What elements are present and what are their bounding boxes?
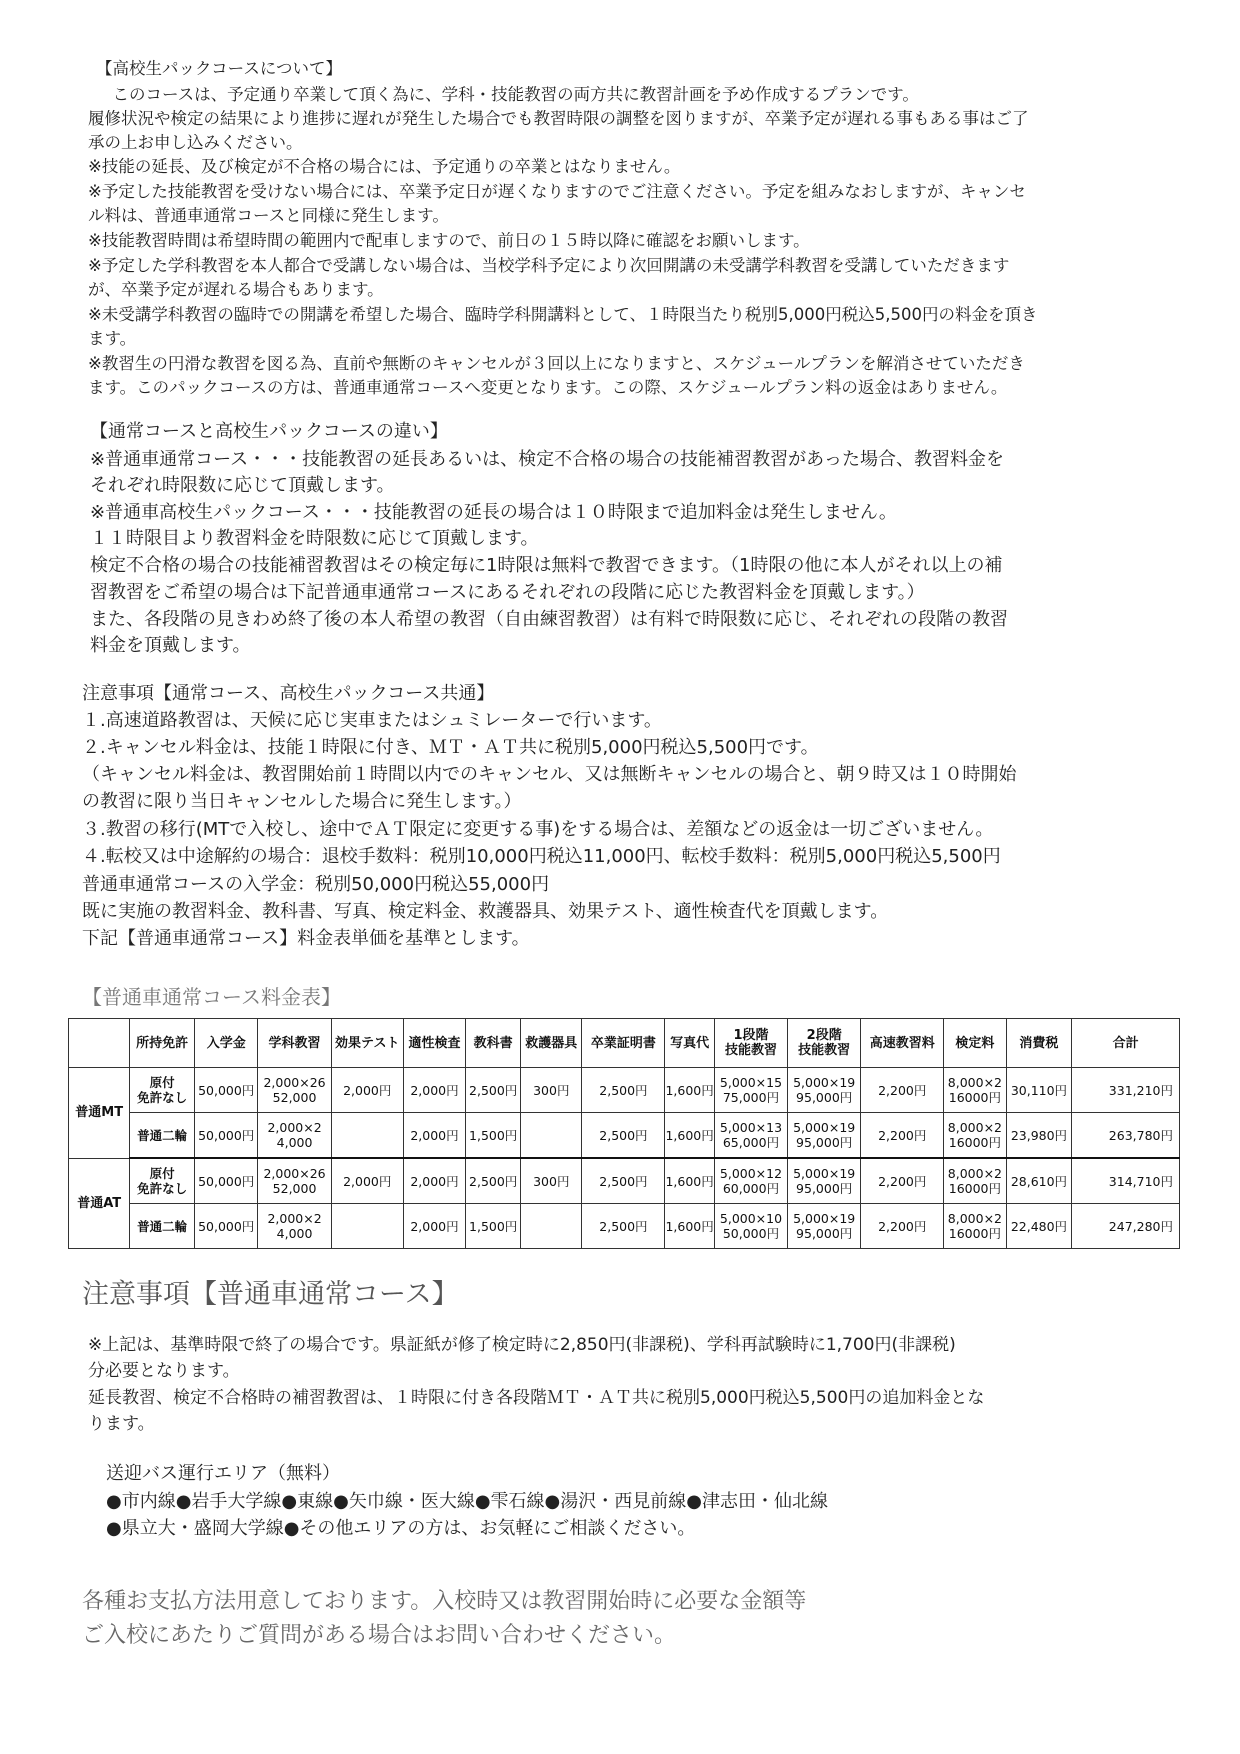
photo-cell: 1,600円 [665,1068,715,1113]
pack-line: ※予定した学科教習を本人都合で受講しない場合は、当校学科予定により次回開講の未受講学科教習を受講していただきます [88,256,1010,275]
stage2-cell: 5,000×19 95,000円 [788,1068,861,1113]
header-total: 合計 [1072,1019,1180,1068]
first-aid-cell [521,1113,582,1159]
aptitude-cell: 2,000円 [403,1068,465,1113]
effect-test-cell: 2,000円 [331,1158,403,1204]
license-cell: 原付 免許なし [130,1068,195,1113]
header-certificate: 卒業証明書 [582,1019,665,1068]
total-cell: 331,210円 [1072,1068,1180,1113]
normal-note-line: 分必要となります。 [88,1361,240,1381]
lecture-cell: 2,000×26 52,000 [258,1068,331,1113]
common-note-line: 普通車通常コースの入学金：税別50,000円税込55,000円 [82,874,550,895]
effect-test-cell [331,1204,403,1249]
effect-test-cell [331,1113,403,1159]
total-cell: 314,710円 [1072,1158,1180,1204]
fee-table-header-row [69,1019,1180,1068]
common-note-line: １.高速道路教習は、天候に応じ実車またはシュミレーターで行います。 [82,710,662,731]
certificate-cell: 2,500円 [582,1158,665,1204]
enrollment-cell: 50,000円 [194,1113,258,1159]
common-note-line: 既に実施の教習料金、教科書、写真、検定料金、救護器具、効果テスト、適性検査代を頂戴します。 [82,901,889,922]
header-tax: 消費税 [1006,1019,1072,1068]
bus-route-line: ●市内線●岩手大学線●東線●矢巾線・医大線●雫石線●湯沢・西見前線●津志田・仙北線 [106,1491,828,1512]
textbook-cell: 2,500円 [466,1068,521,1113]
common-note-line: ２.キャンセル料金は、技能１時限に付き、ＭＴ・ＡＴ共に税別5,000円税込5,500円です。 [82,737,819,758]
pack-line: 履修状況や検定の結果により進捗に遅れが発生した場合でも教習時限の調整を図りますが、卒業予定が遅れる事もある事はご了 [88,109,1029,128]
header-effect-test: 効果テスト [331,1019,403,1068]
total-cell: 263,780円 [1072,1113,1180,1159]
aptitude-cell: 2,000円 [403,1158,465,1204]
pack-line: ※技能教習時間は希望時間の範囲内で配車しますので、前日の１５時以降に確認をお願いします。 [88,231,810,250]
fee-table-title: 【普通車通常コース料金表】 [82,985,341,1009]
difference-line: それぞれ時限数に応じて頂戴します。 [90,475,395,496]
pack-line: ※予定した技能教習を受けない場合には、卒業予定日が遅くなりますのでご注意ください。予定を組みなおしますが、キャンセ [88,182,1026,201]
header-stage2: 2段階 技能教習 [788,1019,861,1068]
common-note-line: ３.教習の移行(MTで入校し、途中でＡＴ限定に変更する事)をする場合は、差額などの返金は一切ございません。 [82,819,994,840]
stage1-cell: 5,000×10 50,000円 [714,1204,787,1249]
common-note-line: ４.転校又は中途解約の場合：退校手数料：税別10,000円税込11,000円、転校手数料：税別5,000円税込5,500円 [82,846,1001,867]
effect-test-cell: 2,000円 [331,1068,403,1113]
enrollment-cell: 50,000円 [194,1068,258,1113]
exam-cell: 8,000×2 16000円 [944,1068,1006,1113]
normal-notes-heading: 注意事項【普通車通常コース】 [82,1279,459,1310]
stage2-cell: 5,000×19 95,000円 [788,1158,861,1204]
bus-route-line: ●県立大・盛岡大学線●その他エリアの方は、お気軽にご相談ください。 [106,1518,696,1539]
certificate-cell: 2,500円 [582,1113,665,1159]
normal-note-line: ※上記は、基準時限で終了の場合です。県証紙が修了検定時に2,850円(非課税)、学科再試験時に1,700円(非課税) [88,1335,956,1355]
photo-cell: 1,600円 [665,1113,715,1159]
license-cell: 原付 免許なし [130,1158,195,1204]
fee-table [68,1018,1180,1249]
bus-heading: 送迎バス運行エリア（無料） [106,1463,340,1484]
header-first-aid: 救護器具 [521,1019,582,1068]
tax-cell: 23,980円 [1006,1113,1072,1159]
exam-cell: 8,000×2 16000円 [944,1113,1006,1159]
first-aid-cell: 300円 [521,1068,582,1113]
exam-cell: 8,000×2 16000円 [944,1158,1006,1204]
pack-line: ※教習生の円滑な教習を図る為、直前や無断のキャンセルが３回以上になりますと、スケジュールプランを解消させていただき [88,354,1025,373]
pack-line: ※技能の延長、及び検定が不合格の場合には、予定通りの卒業とはなりません。 [88,157,681,176]
pack-line: 承の上お申し込みください。 [88,133,303,152]
aptitude-cell: 2,000円 [403,1113,465,1159]
first-aid-cell [521,1204,582,1249]
header-exam: 検定料 [944,1019,1006,1068]
group-label-at: 普通AT [69,1158,130,1249]
enrollment-cell: 50,000円 [194,1204,258,1249]
header-aptitude: 適性検査 [403,1019,465,1068]
tax-cell: 30,110円 [1006,1068,1072,1113]
aptitude-cell: 2,000円 [403,1204,465,1249]
stage1-cell: 5,000×13 65,000円 [714,1113,787,1159]
textbook-cell: 2,500円 [466,1158,521,1204]
stage2-cell: 5,000×19 95,000円 [788,1204,861,1249]
group-label-mt: 普通MT [69,1068,130,1159]
license-cell: 普通二輪 [130,1204,195,1249]
pack-line: が、卒業予定が遅れる場合もあります。 [88,280,384,299]
textbook-cell: 1,500円 [466,1204,521,1249]
table-row [69,1204,1180,1249]
pack-line: ます。 [88,329,137,348]
header-license: 所持免許 [130,1019,195,1068]
header-highway: 高速教習料 [861,1019,944,1068]
highway-cell: 2,200円 [861,1068,944,1113]
textbook-cell: 1,500円 [466,1113,521,1159]
tax-cell: 22,480円 [1006,1204,1072,1249]
common-note-line: 下記【普通車通常コース】料金表単価を基準とします。 [82,928,530,949]
header-empty [69,1019,130,1068]
total-cell: 247,280円 [1072,1204,1180,1249]
highway-cell: 2,200円 [861,1204,944,1249]
difference-line: 検定不合格の場合の技能補習教習はその検定毎に1時限は無料で教習できます。（1時限の他に本人がそれ以上の補 [90,555,1003,576]
header-lecture: 学科教習 [258,1019,331,1068]
lecture-cell: 2,000×2 4,000 [258,1204,331,1249]
tax-cell: 28,610円 [1006,1158,1072,1204]
header-stage1: 1段階 技能教習 [714,1019,787,1068]
stage1-cell: 5,000×15 75,000円 [714,1068,787,1113]
difference-line: 習教習をご希望の場合は下記普通車通常コースにあるそれぞれの段階に応じた教習料金を頂戴します。） [90,582,925,603]
payment-line: 各種お支払方法用意しております。入校時又は教習開始時に必要な金額等 [82,1589,807,1614]
stage2-cell: 5,000×19 95,000円 [788,1113,861,1159]
table-row [69,1158,1180,1204]
common-note-line: （キャンセル料金は、教習開始前１時間以内でのキャンセル、又は無断キャンセルの場合と、朝９時又は１０時開始 [82,764,1017,785]
certificate-cell: 2,500円 [582,1068,665,1113]
pack-line: ます。このパックコースの方は、普通車通常コースへ変更となります。この際、スケジュールプラン料の返金はありません。 [88,378,1008,397]
header-photo: 写真代 [665,1019,715,1068]
difference-line: 料金を頂戴します。 [90,635,251,656]
first-aid-cell: 300円 [521,1158,582,1204]
pack-line: ル料は、普通車通常コースと同様に発生します。 [88,206,449,225]
table-row [69,1068,1180,1113]
exam-cell: 8,000×2 16000円 [944,1204,1006,1249]
header-textbook: 教科書 [466,1019,521,1068]
pack-line: このコースは、予定通り卒業して頂く為に、学科・技能教習の両方共に教習計画を予め作成するプランです。 [96,85,919,104]
difference-line: また、各段階の見きわめ終了後の本人希望の教習（自由練習教習）は有料で時限数に応じ、それぞれの段階の教習 [90,609,1008,630]
common-note-line: の教習に限り当日キャンセルした場合に発生します。） [82,791,522,812]
difference-line: １１時限目より教習料金を時限数に応じて頂戴します。 [90,528,539,549]
enrollment-cell: 50,000円 [194,1158,258,1204]
difference-heading: 【通常コースと高校生パックコースの違い】 [90,421,448,442]
lecture-cell: 2,000×26 52,000 [258,1158,331,1204]
pack-course-heading: 【高校生パックコースについて】 [96,59,343,78]
photo-cell: 1,600円 [665,1204,715,1249]
normal-note-line: 延長教習、検定不合格時の補習教習は、１時限に付き各段階ＭＴ・ＡＴ共に税別5,000円税込5,500円の追加料金とな [88,1388,985,1408]
common-notes-heading: 注意事項【通常コース、高校生パックコース共通】 [82,683,495,704]
certificate-cell: 2,500円 [582,1204,665,1249]
highway-cell: 2,200円 [861,1113,944,1159]
header-enrollment: 入学金 [194,1019,258,1068]
stage1-cell: 5,000×12 60,000円 [714,1158,787,1204]
normal-note-line: ります。 [88,1414,155,1434]
difference-line: ※普通車通常コース・・・技能教習の延長あるいは、検定不合格の場合の技能補習教習があった場合、教習料金を [90,449,1004,470]
pack-line: ※未受講学科教習の臨時での開講を希望した場合、臨時学科開講料として、１時限当たり税別5,000円税込5,500円の料金を頂き [88,305,1038,324]
highway-cell: 2,200円 [861,1158,944,1204]
table-row [69,1113,1180,1159]
license-cell: 普通二輪 [130,1113,195,1159]
difference-line: ※普通車高校生パックコース・・・技能教習の延長の場合は１０時限まで追加料金は発生しません。 [90,502,897,523]
photo-cell: 1,600円 [665,1158,715,1204]
lecture-cell: 2,000×2 4,000 [258,1113,331,1159]
payment-line: ご入校にあたりご質問がある場合はお問い合わせください。 [82,1623,677,1648]
